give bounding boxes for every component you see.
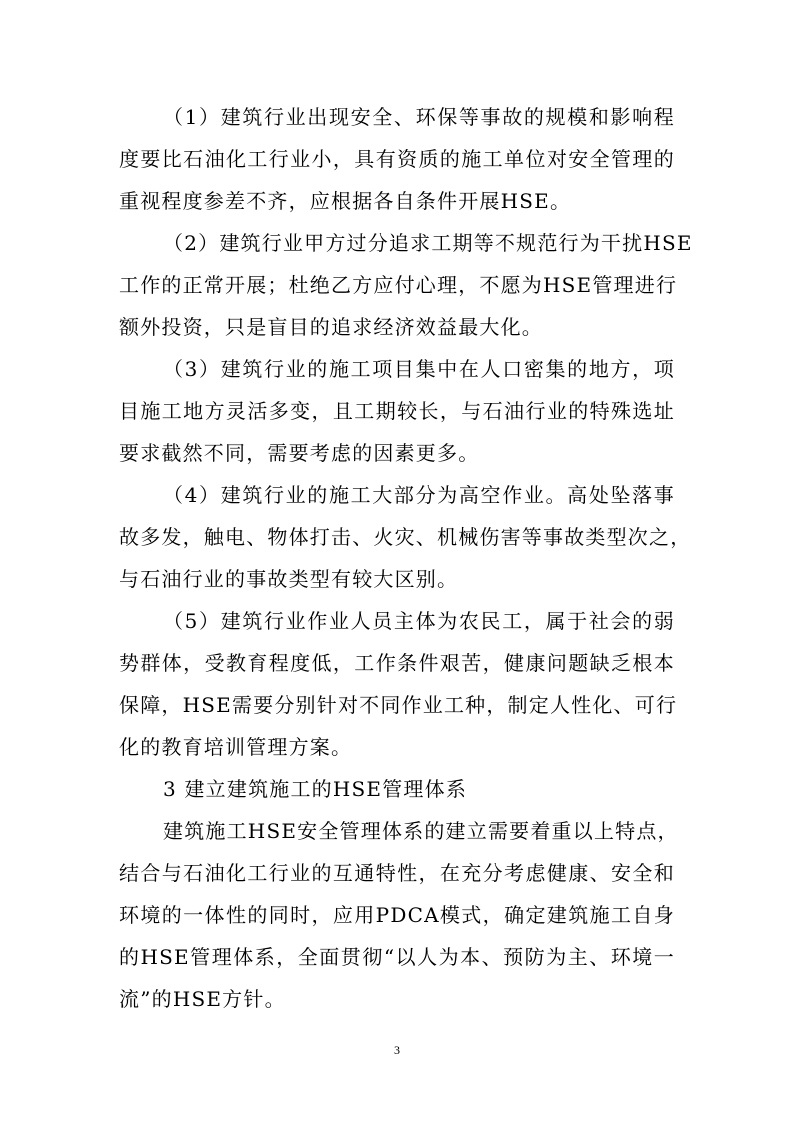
paragraph-item-3 <box>119 348 675 474</box>
text-line: 结合与石油化工行业的互通特性，在充分考虑健康、安全和 <box>119 861 675 885</box>
text-line: （2）建筑行业甲方过分追求工期等不规范行为干扰HSE <box>163 231 693 255</box>
text-line: 重视程度参差不齐，应根据各自条件开展HSE。 <box>119 189 572 213</box>
text-line: 化的教育培训管理方案。 <box>119 735 353 759</box>
text-line: 故多发，触电、物体打击、火灾、机械伤害等事故类型次之， <box>119 525 692 549</box>
text-line: 势群体，受教育程度低，工作条件艰苦，健康问题缺乏根本 <box>119 651 675 675</box>
paragraph-section-body <box>119 810 679 1020</box>
paragraph-item-1 <box>119 96 675 222</box>
text-line: 工作的正常开展；杜绝乙方应付心理，不愿为HSE管理进行 <box>119 273 678 297</box>
text-line: 度要比石油化工行业小，具有资质的施工单位对安全管理的 <box>119 147 675 171</box>
document-body <box>119 96 693 1020</box>
section-heading <box>119 768 675 810</box>
page-number: 3 <box>394 1043 400 1057</box>
text-line: 流”的HSE方针。 <box>119 987 286 1011</box>
paragraph-item-4 <box>119 474 692 600</box>
text-line: 与石油行业的事故类型有较大区别。 <box>119 567 459 591</box>
text-line: 环境的一体性的同时，应用PDCA模式，确定建筑施工自身 <box>119 903 675 927</box>
text-line: （5）建筑行业作业人员主体为农民工，属于社会的弱 <box>163 609 675 633</box>
text-line: 目施工地方灵活多变，且工期较长，与石油行业的特殊选址 <box>119 399 675 423</box>
text-line: 的HSE管理体系，全面贯彻“以人为本、预防为主、环境一 <box>119 945 675 969</box>
text-line: 额外投资，只是盲目的追求经济效益最大化。 <box>119 315 543 339</box>
paragraph-item-2 <box>119 222 693 348</box>
text-line: （1）建筑行业出现安全、环保等事故的规模和影响程 <box>163 105 675 129</box>
section-heading-text: 3 建立建筑施工的HSE管理体系 <box>163 777 468 801</box>
text-line: （4）建筑行业的施工大部分为高空作业。高处坠落事 <box>163 483 675 507</box>
text-line: （3）建筑行业的施工项目集中在人口密集的地方，项 <box>163 357 675 381</box>
text-line: 保障，HSE需要分别针对不同作业工种，制定人性化、可行 <box>119 693 678 717</box>
text-line: 建筑施工HSE安全管理体系的建立需要着重以上特点， <box>163 819 679 843</box>
text-line: 要求截然不同，需要考虑的因素更多。 <box>119 441 480 465</box>
paragraph-item-5 <box>119 600 678 768</box>
